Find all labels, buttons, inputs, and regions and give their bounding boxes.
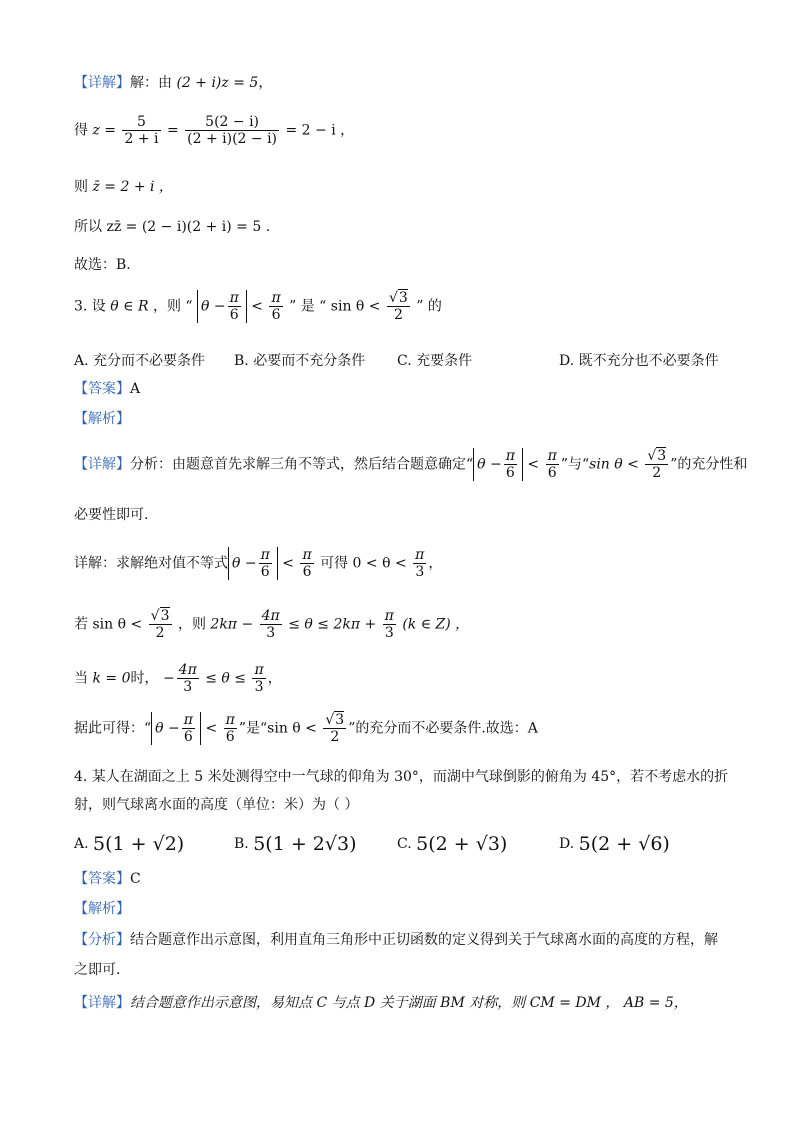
sin-theta: sin θ <: [330, 298, 381, 315]
text: 必要性即可.: [74, 507, 149, 523]
q3-answer: [74, 382, 140, 396]
theta-minus: θ −: [155, 720, 180, 737]
analysis-head: 【分析】: [74, 932, 130, 948]
q3-when-line: [74, 662, 282, 695]
option-label: A.: [74, 836, 89, 852]
denominator: 2 + i: [124, 131, 159, 148]
text: ” 是 “: [289, 298, 327, 315]
q4-options: [74, 833, 734, 855]
abs-expr: [151, 712, 201, 745]
q4-stem-line-2: [74, 798, 358, 812]
equation: (2 + i)z = 5: [176, 75, 259, 91]
denominator: 2: [652, 465, 662, 482]
denominator: 6: [225, 729, 235, 746]
sin-theta: sin θ <: [267, 720, 317, 737]
option-d[interactable]: [559, 833, 670, 855]
radicand: 3: [398, 290, 408, 306]
pi-over-3: [383, 608, 396, 641]
numerator: π: [384, 608, 394, 624]
choice-text: 故选：B.: [74, 257, 131, 273]
text: 结合题意作出示意图，易知点 C 与点 D 关于湖面 BM 对称，则 CM = DM ， AB = 5，: [130, 995, 688, 1011]
detail-tag: 【详解】: [74, 456, 130, 473]
denominator: 6: [183, 729, 193, 746]
text: 可得 0 < θ <: [320, 555, 407, 572]
text: 据此可得：“: [74, 720, 152, 737]
pi-over-6: [182, 712, 195, 745]
pi-over-6: [224, 712, 237, 745]
punct: ，: [428, 555, 443, 572]
punct: ，: [267, 670, 282, 687]
text: 得: [74, 122, 88, 139]
numerator: √3: [647, 448, 667, 464]
minus: −: [162, 670, 175, 687]
k-equals-zero: k = 0: [92, 670, 131, 687]
denominator: 2: [393, 307, 403, 324]
numerator: 4π: [178, 662, 197, 678]
choice-line: [74, 258, 131, 272]
text: ，则: [177, 616, 206, 633]
text: 若: [74, 616, 88, 633]
numerator: π: [183, 712, 193, 728]
text: 结合题意作出示意图，利用直角三角形中正切函数的定义得到关于气球离水面的高度的方程，解: [130, 932, 718, 948]
option-c[interactable]: [397, 833, 559, 855]
pi-over-6: [259, 547, 272, 580]
denominator: (2 + i)(2 − i): [187, 131, 278, 148]
radicand: 3: [335, 712, 345, 728]
text: ”与“: [560, 456, 590, 473]
abs-expr: [197, 290, 247, 323]
conjugate-expr: z̄ = 2 + i ，: [92, 179, 173, 195]
equals: =: [166, 122, 179, 139]
sqrt3-over-2: [645, 448, 668, 481]
option-b[interactable]: [234, 833, 397, 855]
answer-value: A: [130, 381, 141, 397]
text: 所以: [74, 219, 102, 235]
less-than: <: [282, 555, 294, 572]
answer-tag: 【答案】: [74, 871, 130, 887]
detail-line-3: [74, 180, 173, 194]
option-label: B.: [234, 836, 249, 852]
numerator: 4π: [261, 608, 280, 624]
detail-line-4: [74, 220, 270, 234]
text: ”的充分而不必要条件.故选：A: [348, 720, 538, 737]
option-expr: 5(2 + √6): [578, 833, 670, 855]
q3-stem: [74, 290, 442, 323]
var-z: z: [92, 122, 100, 139]
less-than: <: [527, 456, 540, 473]
text: ” 的: [416, 298, 442, 315]
punct: ，: [258, 75, 273, 91]
equals: =: [104, 122, 117, 139]
fraction-1: [122, 114, 160, 147]
pi-over-6: [269, 290, 282, 323]
numerator: √3: [389, 290, 408, 306]
denominator: 6: [505, 465, 515, 482]
denominator: 2: [330, 729, 340, 746]
range-start: 2kπ −: [210, 616, 254, 633]
option-expr: 5(2 + √3): [416, 833, 508, 855]
option-label: D.: [559, 836, 575, 852]
denominator: 6: [271, 307, 281, 324]
q3-detail-line-1: [74, 448, 747, 481]
analysis-tag: 【解析】: [74, 411, 130, 427]
q4-analysis-line-1: [74, 933, 718, 947]
numerator: π: [505, 448, 515, 464]
less-than: <: [205, 720, 218, 737]
option-expr: 5(1 + 2√3): [253, 833, 357, 855]
numerator: √3: [325, 712, 345, 728]
product-expr: zz̄ = (2 − i)(2 + i) = 5 .: [106, 219, 271, 235]
abs-expr: [228, 547, 278, 580]
q4-analysis: [74, 902, 130, 916]
pi-over-6: [546, 448, 559, 481]
denominator: 3: [266, 625, 276, 642]
4pi-over-3: [260, 608, 282, 641]
q3-detail-line-2: [74, 508, 148, 522]
numerator: 5(2 − i): [185, 114, 279, 131]
sqrt3-over-2: [323, 712, 346, 745]
text: 之即可.: [74, 962, 121, 978]
option-expr: 5(1 + √2): [93, 833, 185, 855]
text: 详解：求解绝对值不等式: [74, 555, 228, 572]
numerator: √3: [150, 608, 170, 624]
denominator: 3: [384, 625, 394, 642]
sqrt3-over-2: [387, 290, 410, 323]
pi-over-6: [228, 290, 241, 323]
radicand: 3: [160, 608, 170, 624]
abs-expr: [473, 448, 523, 481]
less-than: <: [251, 298, 264, 315]
answer-value: C: [130, 871, 141, 887]
sin-theta: sin θ <: [589, 456, 639, 473]
fraction-2: [185, 114, 279, 147]
option-label: C.: [397, 836, 412, 852]
numerator: π: [415, 547, 425, 563]
range-mid: ≤ θ ≤: [205, 670, 247, 687]
numerator: 5: [122, 114, 160, 131]
theta-minus: θ −: [201, 298, 226, 315]
denominator: 3: [415, 564, 425, 581]
sqrt3-over-2: [149, 608, 172, 641]
q3-if-line: [74, 608, 469, 641]
text: ，则 “: [152, 298, 193, 315]
numerator: π: [254, 662, 264, 678]
text: 则: [74, 179, 88, 195]
q4-stem-line-1: [74, 770, 728, 784]
radicand: 3: [657, 448, 667, 464]
option-a[interactable]: A. 充分而不必要条件: [74, 353, 206, 369]
text: ”是“: [238, 720, 268, 737]
range-end: (k ∈ Z) ，: [402, 616, 470, 633]
q3-analysis: [74, 412, 130, 426]
theta-minus: θ −: [232, 555, 257, 572]
q3-number: 3. 设: [74, 298, 106, 315]
q4-detail-line: [74, 996, 688, 1010]
denominator: 3: [254, 679, 264, 696]
pi-over-6: [504, 448, 517, 481]
text: ”的充分性和: [670, 456, 748, 473]
denominator: 6: [547, 465, 557, 482]
detail-line-2: [74, 114, 354, 147]
numerator: π: [271, 290, 281, 306]
option-b[interactable]: B. 必要而不充分条件: [234, 353, 366, 369]
detail-tag: 【详解】: [74, 995, 130, 1011]
numerator: π: [547, 448, 557, 464]
denominator: 6: [260, 564, 270, 581]
theta-minus: θ −: [477, 456, 502, 473]
theta-in-r: θ ∈ R: [110, 298, 149, 315]
pi-over-6: [300, 547, 313, 580]
q3-conclude-line: [74, 712, 538, 745]
result: = 2 − i ，: [285, 122, 355, 139]
option-a[interactable]: [74, 833, 234, 855]
analysis-tag: 【解析】: [74, 901, 130, 917]
denominator: 6: [302, 564, 312, 581]
detail-text: 解：由: [130, 75, 172, 91]
text: 分析：由题意首先求解三角不等式，然后结合题意确定“: [130, 456, 474, 473]
text: 时，: [130, 670, 159, 687]
numerator: π: [302, 547, 312, 563]
numerator: π: [260, 547, 270, 563]
pi-over-3: [252, 662, 265, 695]
numerator: π: [229, 290, 239, 306]
text: 当: [74, 670, 88, 687]
q4-stem: 4. 某人在湖面之上 5 米处测得空中一气球的仰角为 30°，而湖中气球倒影的俯角为 45°，若不考虑水的折: [74, 769, 729, 785]
denominator: 2: [155, 625, 165, 642]
detail-line-1: [74, 76, 272, 90]
4pi-over-3: [177, 662, 199, 695]
sin-theta: sin θ <: [92, 616, 143, 633]
numerator: π: [225, 712, 235, 728]
detail-tag: 【详解】: [74, 75, 130, 91]
q4-stem: 射，则气球离水面的高度（单位：米）为（ ）: [74, 797, 359, 813]
option-d[interactable]: D. 既不充分也不必要条件: [559, 353, 719, 369]
answer-tag: 【答案】: [74, 381, 130, 397]
pi-over-3: [413, 547, 426, 580]
q4-answer: [74, 872, 141, 886]
q3-options: [74, 350, 734, 370]
q4-analysis-line-2: [74, 963, 120, 977]
denominator: 6: [229, 307, 239, 324]
option-c[interactable]: C. 充要条件: [397, 353, 473, 369]
denominator: 3: [183, 679, 193, 696]
range-mid: ≤ θ ≤ 2kπ +: [288, 616, 377, 633]
q3-solve-line: [74, 547, 442, 580]
